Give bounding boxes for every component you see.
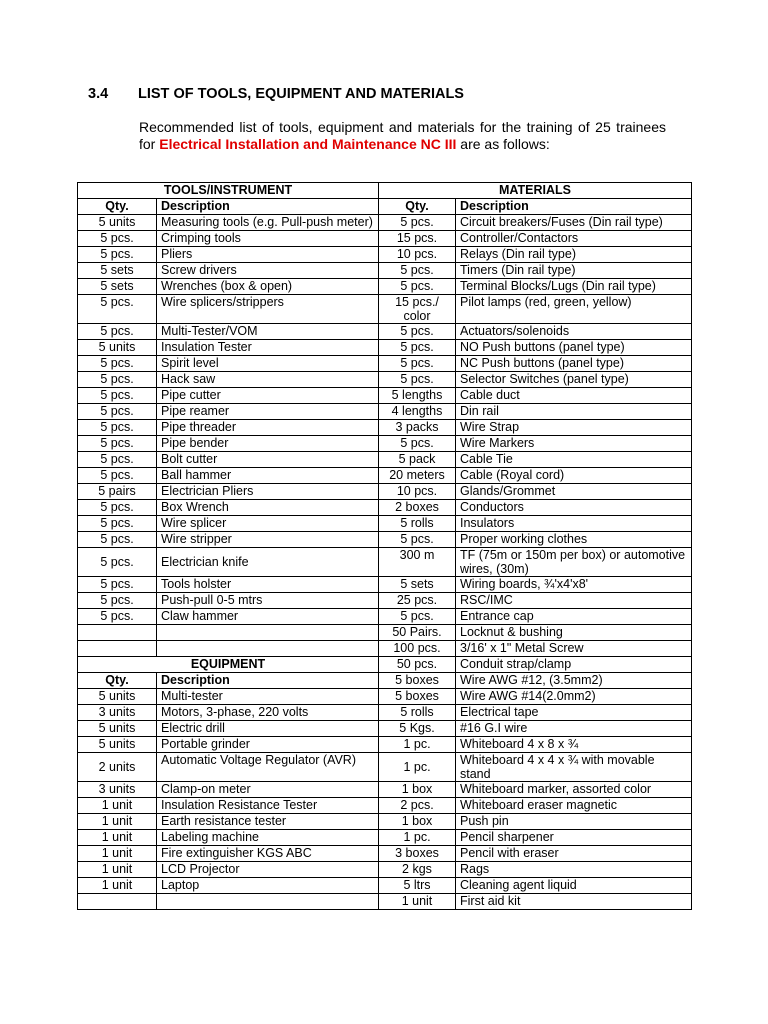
material-qty: 100 pcs.: [379, 641, 456, 657]
material-qty: 5 pcs.: [379, 609, 456, 625]
material-qty: 1 unit: [379, 894, 456, 910]
tools-desc-header: Description: [157, 199, 379, 215]
intro-highlight: Electrical Installation and Maintenance NC III: [159, 136, 457, 152]
tool-description: Claw hammer: [157, 609, 379, 625]
tool-description: Ball hammer: [157, 468, 379, 484]
table-row: [78, 420, 692, 436]
material-description: Wire AWG #12, (3.5mm2): [456, 673, 692, 689]
tool-qty: 5 pcs.: [78, 324, 157, 340]
table-row: [78, 814, 692, 830]
material-qty: 5 pcs.: [379, 532, 456, 548]
equipment-qty: 1 unit: [78, 862, 157, 878]
table-row: [78, 372, 692, 388]
material-qty: 10 pcs.: [379, 247, 456, 263]
material-qty: 5 pcs.: [379, 356, 456, 372]
material-description: Cable duct: [456, 388, 692, 404]
table-row: [78, 894, 692, 910]
tool-description: Bolt cutter: [157, 452, 379, 468]
section-title: LIST OF TOOLS, EQUIPMENT AND MATERIALS: [138, 86, 464, 102]
material-description: Proper working clothes: [456, 532, 692, 548]
material-description: Relays (Din rail type): [456, 247, 692, 263]
material-qty: 5 pcs.: [379, 436, 456, 452]
material-qty: 2 kgs: [379, 862, 456, 878]
table-row: [78, 753, 692, 782]
material-description: Actuators/solenoids: [456, 324, 692, 340]
material-qty: 15 pcs.: [379, 231, 456, 247]
table-row: [78, 737, 692, 753]
material-qty: 5 lengths: [379, 388, 456, 404]
equipment-qty: 5 units: [78, 737, 157, 753]
material-description: RSC/IMC: [456, 593, 692, 609]
equipment-description: Fire extinguisher KGS ABC: [157, 846, 379, 862]
tool-qty: 5 pcs.: [78, 500, 157, 516]
tool-description: Crimping tools: [157, 231, 379, 247]
table-row: [78, 721, 692, 737]
material-qty: 5 rolls: [379, 516, 456, 532]
equipment-description: Clamp-on meter: [157, 782, 379, 798]
material-description: Pencil sharpener: [456, 830, 692, 846]
equipment-qty: [78, 894, 157, 910]
equipment-qty: 2 units: [78, 753, 157, 782]
material-description: Wire Markers: [456, 436, 692, 452]
material-description: Conductors: [456, 500, 692, 516]
equipment-description: Labeling machine: [157, 830, 379, 846]
equipment-description: LCD Projector: [157, 862, 379, 878]
materials-desc-header: Description: [456, 199, 692, 215]
material-description: Wiring boards, ¾'x4'x8': [456, 577, 692, 593]
tool-qty: 5 pcs.: [78, 452, 157, 468]
material-qty: 2 pcs.: [379, 798, 456, 814]
material-description: Controller/Contactors: [456, 231, 692, 247]
material-description: Conduit strap/clamp: [456, 657, 692, 673]
equipment-description: Automatic Voltage Regulator (AVR): [157, 753, 379, 782]
material-description: Whiteboard 4 x 4 x ¾ with movable stand: [456, 753, 692, 782]
material-description: Pencil with eraser: [456, 846, 692, 862]
material-qty: 1 pc.: [379, 753, 456, 782]
table-row: [78, 609, 692, 625]
material-qty: 5 sets: [379, 577, 456, 593]
tool-qty: 5 pcs.: [78, 295, 157, 324]
material-qty: 5 pcs.: [379, 279, 456, 295]
table-row: [78, 516, 692, 532]
material-description: Din rail: [456, 404, 692, 420]
material-qty: 5 ltrs: [379, 878, 456, 894]
material-qty: 1 box: [379, 814, 456, 830]
tool-description: Wrenches (box & open): [157, 279, 379, 295]
table-row: [78, 295, 692, 324]
tool-description: Hack saw: [157, 372, 379, 388]
material-description: Terminal Blocks/Lugs (Din rail type): [456, 279, 692, 295]
tool-qty: 5 pcs.: [78, 593, 157, 609]
tool-qty: 5 pcs.: [78, 577, 157, 593]
tool-description: [157, 625, 379, 641]
materials-header: MATERIALS: [379, 183, 692, 199]
material-description: Entrance cap: [456, 609, 692, 625]
material-qty: 5 pcs.: [379, 340, 456, 356]
material-qty: 2 boxes: [379, 500, 456, 516]
material-qty: 25 pcs.: [379, 593, 456, 609]
equipment-qty: 1 unit: [78, 814, 157, 830]
tool-description: Measuring tools (e.g. Pull-push meter): [157, 215, 379, 231]
tool-description: Pipe threader: [157, 420, 379, 436]
material-qty: 300 m: [379, 548, 456, 577]
tool-description: Screw drivers: [157, 263, 379, 279]
tool-qty: [78, 641, 157, 657]
table-column-header-row: [78, 199, 692, 215]
material-description: Cleaning agent liquid: [456, 878, 692, 894]
table-row: [78, 593, 692, 609]
table-row: [78, 641, 692, 657]
material-description: Timers (Din rail type): [456, 263, 692, 279]
tool-description: Electrician Pliers: [157, 484, 379, 500]
tool-description: Spirit level: [157, 356, 379, 372]
material-description: Insulators: [456, 516, 692, 532]
material-description: Push pin: [456, 814, 692, 830]
tool-qty: 5 pcs.: [78, 404, 157, 420]
equipment-description: Motors, 3-phase, 220 volts: [157, 705, 379, 721]
equipment-description: [157, 894, 379, 910]
material-description: Glands/Grommet: [456, 484, 692, 500]
equipment-qty: 1 unit: [78, 830, 157, 846]
tool-qty: 5 pairs: [78, 484, 157, 500]
tool-description: Multi-Tester/VOM: [157, 324, 379, 340]
equipment-qty: 5 units: [78, 721, 157, 737]
tool-qty: 5 units: [78, 215, 157, 231]
material-qty: 5 rolls: [379, 705, 456, 721]
material-qty: 4 lengths: [379, 404, 456, 420]
tool-description: Wire stripper: [157, 532, 379, 548]
material-qty: 1 pc.: [379, 737, 456, 753]
tool-description: Electrician knife: [157, 548, 379, 577]
material-description: Wire AWG #14(2.0mm2): [456, 689, 692, 705]
table-row: [78, 625, 692, 641]
material-description: Pilot lamps (red, green, yellow): [456, 295, 692, 324]
material-description: Locknut & bushing: [456, 625, 692, 641]
material-description: Wire Strap: [456, 420, 692, 436]
tool-description: Wire splicers/strippers: [157, 295, 379, 324]
equipment-description: Electric drill: [157, 721, 379, 737]
material-description: TF (75m or 150m per box) or automotive wires, (30m): [456, 548, 692, 577]
tool-description: Pliers: [157, 247, 379, 263]
material-qty: 5 boxes: [379, 673, 456, 689]
material-qty: 50 pcs.: [379, 657, 456, 673]
tool-description: Pipe cutter: [157, 388, 379, 404]
tool-qty: 5 pcs.: [78, 356, 157, 372]
equipment-qty: 3 units: [78, 705, 157, 721]
material-qty: 5 pcs.: [379, 263, 456, 279]
material-description: Whiteboard eraser magnetic: [456, 798, 692, 814]
equipment-description: Insulation Resistance Tester: [157, 798, 379, 814]
material-qty: 20 meters: [379, 468, 456, 484]
material-description: NC Push buttons (panel type): [456, 356, 692, 372]
table-row: [78, 846, 692, 862]
table-row: [78, 404, 692, 420]
material-qty: 3 boxes: [379, 846, 456, 862]
table-row: [78, 279, 692, 295]
table-row: [78, 500, 692, 516]
tools-header: TOOLS/INSTRUMENT: [78, 183, 379, 199]
table-row: [78, 782, 692, 798]
material-qty: 5 pack: [379, 452, 456, 468]
material-description: #16 G.I wire: [456, 721, 692, 737]
tool-qty: 5 pcs.: [78, 609, 157, 625]
table-row: [78, 862, 692, 878]
tool-qty: 5 pcs.: [78, 231, 157, 247]
table-row: [78, 215, 692, 231]
material-qty: 5 pcs.: [379, 215, 456, 231]
table-row: [78, 452, 692, 468]
tool-qty: 5 pcs.: [78, 436, 157, 452]
material-qty: 5 Kgs.: [379, 721, 456, 737]
material-description: Whiteboard marker, assorted color: [456, 782, 692, 798]
material-qty: 5 pcs.: [379, 372, 456, 388]
material-qty: 15 pcs./ color: [379, 295, 456, 324]
tool-description: [157, 641, 379, 657]
intro-text-after: are as follows:: [456, 136, 550, 152]
tool-qty: 5 pcs.: [78, 532, 157, 548]
table-row: [78, 878, 692, 894]
equipment-qty: 1 unit: [78, 878, 157, 894]
table-row: [78, 356, 692, 372]
equipment-description: Multi-tester: [157, 689, 379, 705]
material-description: Selector Switches (panel type): [456, 372, 692, 388]
material-description: Cable Tie: [456, 452, 692, 468]
equipment-description: Portable grinder: [157, 737, 379, 753]
equipment-description: Laptop: [157, 878, 379, 894]
table-row: [78, 388, 692, 404]
tool-qty: 5 pcs.: [78, 388, 157, 404]
tool-description: Tools holster: [157, 577, 379, 593]
equipment-qty-header: Qty.: [78, 673, 157, 689]
material-description: 3/16' x 1" Metal Screw: [456, 641, 692, 657]
tool-description: Pipe reamer: [157, 404, 379, 420]
table-body: [78, 183, 692, 910]
table-row: [78, 263, 692, 279]
table-row: [78, 340, 692, 356]
material-qty: 5 boxes: [379, 689, 456, 705]
material-description: Whiteboard 4 x 8 x ¾: [456, 737, 692, 753]
intro-paragraph: [139, 119, 666, 153]
table-row: [78, 830, 692, 846]
table-row: [78, 436, 692, 452]
table-row: [78, 247, 692, 263]
material-description: Circuit breakers/Fuses (Din rail type): [456, 215, 692, 231]
material-qty: 1 pc.: [379, 830, 456, 846]
tool-qty: 5 pcs.: [78, 516, 157, 532]
table-row: [78, 532, 692, 548]
table-row: [78, 324, 692, 340]
equipment-description: Earth resistance tester: [157, 814, 379, 830]
tool-qty: 5 sets: [78, 263, 157, 279]
table-row: [78, 705, 692, 721]
section-number: 3.4: [88, 86, 109, 102]
tool-qty: 5 pcs.: [78, 420, 157, 436]
tool-qty: 5 pcs.: [78, 548, 157, 577]
tool-qty: 5 sets: [78, 279, 157, 295]
material-description: Rags: [456, 862, 692, 878]
equipment-qty: 1 unit: [78, 798, 157, 814]
tool-description: Push-pull 0-5 mtrs: [157, 593, 379, 609]
table-row: [78, 689, 692, 705]
tool-description: Insulation Tester: [157, 340, 379, 356]
equipment-qty: 1 unit: [78, 846, 157, 862]
tool-description: Pipe bender: [157, 436, 379, 452]
material-description: NO Push buttons (panel type): [456, 340, 692, 356]
tool-qty: [78, 625, 157, 641]
equipment-qty: 5 units: [78, 689, 157, 705]
material-qty: 5 pcs.: [379, 324, 456, 340]
table-row: [78, 548, 692, 577]
tool-qty: 5 pcs.: [78, 468, 157, 484]
tools-materials-table: [77, 182, 692, 910]
equipment-column-header-row: [78, 673, 692, 689]
table-group-header-row: [78, 183, 692, 199]
tool-description: Box Wrench: [157, 500, 379, 516]
table-row: [78, 798, 692, 814]
material-description: First aid kit: [456, 894, 692, 910]
material-qty: 10 pcs.: [379, 484, 456, 500]
table-row: [78, 484, 692, 500]
material-qty: 3 packs: [379, 420, 456, 436]
material-qty: 50 Pairs.: [379, 625, 456, 641]
equipment-header: EQUIPMENT: [78, 657, 379, 673]
tool-qty: 5 pcs.: [78, 372, 157, 388]
tool-description: Wire splicer: [157, 516, 379, 532]
table-row: [78, 231, 692, 247]
table-row: [78, 468, 692, 484]
material-description: Cable (Royal cord): [456, 468, 692, 484]
tools-qty-header: Qty.: [78, 199, 157, 215]
tool-qty: 5 units: [78, 340, 157, 356]
material-description: Electrical tape: [456, 705, 692, 721]
equipment-qty: 3 units: [78, 782, 157, 798]
equipment-desc-header: Description: [157, 673, 379, 689]
materials-qty-header: Qty.: [379, 199, 456, 215]
equipment-header-row: [78, 657, 692, 673]
material-qty: 1 box: [379, 782, 456, 798]
section-heading: [88, 86, 464, 102]
intro-text-before: Recommended list of tools, equipment and materials for the training of 25 trainees for: [139, 119, 666, 152]
tool-qty: 5 pcs.: [78, 247, 157, 263]
table-row: [78, 577, 692, 593]
